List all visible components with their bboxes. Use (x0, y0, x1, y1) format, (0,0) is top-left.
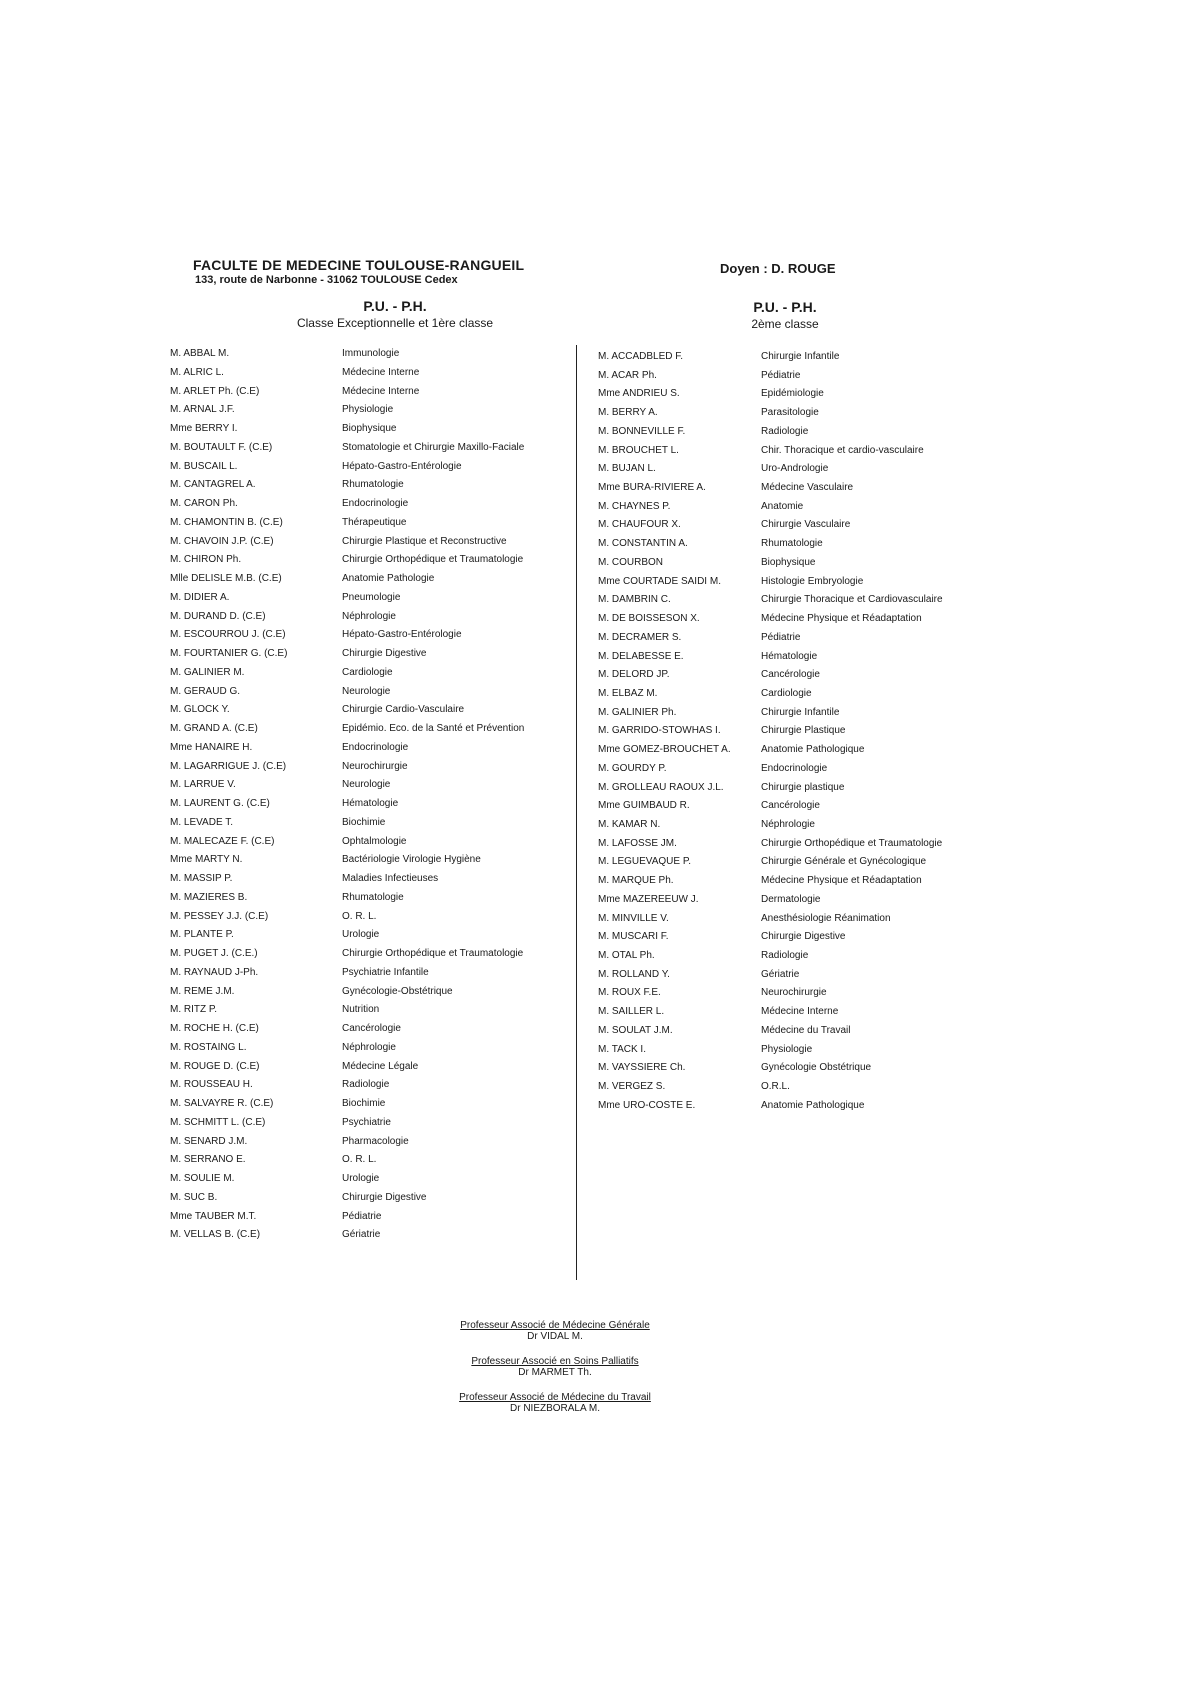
specialty: Maladies Infectieuses (342, 873, 439, 884)
professor-name: M. ROSTAING L. (170, 1041, 247, 1053)
professor-name: M. MARQUE Ph. (598, 875, 674, 887)
professor-name: M. GOURDY P. (598, 762, 667, 774)
doyen-label: Doyen : D. ROUGE (720, 261, 836, 276)
professor-name: Mme GUIMBAUD R. (598, 800, 690, 812)
professor-name: M. SAILLER L. (598, 1006, 665, 1018)
associate-professor (430, 1392, 680, 1414)
specialty: Anesthésiologie Réanimation (761, 912, 891, 924)
specialty: Urologie (342, 929, 380, 941)
specialty: Chirurgie Cardio-Vasculaire (342, 704, 465, 716)
specialty: Cancérologie (761, 800, 820, 812)
specialty: Rhumatologie (761, 538, 823, 550)
professor-name: M. VAYSSIERE Ch. (598, 1062, 686, 1074)
faculty-address: 133, route de Narbonne - 31062 TOULOUSE Cedex (195, 274, 458, 286)
professor-name: M. CONSTANTIN A. (598, 538, 688, 550)
specialty: Médecine Interne (342, 385, 420, 397)
specialty: Anatomie Pathologique (761, 744, 865, 756)
specialty: Médecine Physique et Réadaptation (761, 613, 922, 625)
professor-name: M. ARLET Ph. (C.E) (170, 385, 260, 397)
professor-name: M. RITZ P. (170, 1004, 218, 1016)
professor-name: Mme TAUBER M.T. (170, 1210, 257, 1222)
professor-name: M. FOURTANIER G. (C.E) (170, 648, 288, 659)
professor-name: Mme URO-COSTE E. (598, 1099, 696, 1111)
professor-name: M. CHAYNES P. (598, 500, 671, 512)
specialty: Gynécologie Obstétrique (761, 1062, 872, 1074)
professor-name: M. GERAUD G. (170, 685, 241, 697)
professor-name: M. BROUCHET L. (598, 444, 679, 456)
professor-name: M. DURAND D. (C.E) (170, 610, 266, 622)
specialty: Médecine Vasculaire (761, 482, 854, 494)
specialty: Physiologie (342, 404, 394, 416)
faculty-name: FACULTE DE MEDECINE TOULOUSE-RANGUEIL (193, 257, 525, 273)
specialty: Uro-Andrologie (761, 463, 829, 475)
professor-name: M. LAGARRIGUE J. (C.E) (170, 760, 287, 772)
right-section-title: P.U. - P.H. (753, 299, 817, 315)
specialty: Néphrologie (342, 1041, 396, 1053)
specialty: Chirurgie Digestive (342, 648, 427, 659)
faculty-header (193, 257, 524, 286)
specialty: Immunologie (342, 348, 400, 359)
professor-name: M. ELBAZ M. (598, 687, 658, 699)
associate-name: Dr NIEZBORALA M. (509, 1403, 600, 1414)
specialty: Gynécologie-Obstétrique (342, 985, 453, 997)
professor-name: M. PUGET J. (C.E.) (170, 948, 258, 959)
professor-name: M. ACCADBLED F. (598, 351, 684, 362)
professor-name: M. PLANTE P. (170, 929, 234, 941)
professor-name: M. DIDIER A. (170, 591, 230, 603)
specialty: Gériatrie (761, 968, 800, 980)
professor-name: M. GRAND A. (C.E) (170, 723, 258, 734)
specialty: Chirurgie Vasculaire (761, 519, 851, 531)
professor-name: M. DELORD JP. (598, 669, 670, 681)
specialty: Chir. Thoracique et cardio-vasculaire (761, 444, 924, 456)
specialty: Urologie (342, 1173, 380, 1184)
professor-name: M. CANTAGREL A. (170, 479, 256, 491)
professor-name: M. DAMBRIN C. (598, 594, 671, 606)
professor-name: M. ALRIC L. (170, 366, 224, 378)
professor-name: M. LEGUEVAQUE P. (598, 856, 691, 868)
specialty: Hématologie (761, 650, 818, 662)
professor-name: M. LAURENT G. (C.E) (170, 798, 270, 809)
specialty: Chirurgie Thoracique et Cardiovasculaire (761, 594, 943, 606)
professor-name: M. MINVILLE V. (598, 912, 669, 924)
specialty: Chirurgie Générale et Gynécologique (761, 856, 927, 868)
specialty: Cancérologie (761, 669, 820, 681)
professor-name: M. DECRAMER S. (598, 631, 682, 643)
professor-name: M. GROLLEAU RAOUX J.L. (598, 781, 724, 793)
professor-name: Mme ANDRIEU S. (598, 388, 680, 400)
specialty: Radiologie (761, 950, 809, 962)
professor-name: M. BERRY A. (598, 407, 658, 419)
associate-professor (430, 1320, 680, 1342)
professor-name: M. MUSCARI F. (598, 931, 669, 943)
professor-name: M. CHAVOIN J.P. (C.E) (170, 535, 274, 547)
professor-name: M. GALINIER M. (170, 666, 245, 678)
specialty: Anatomie (761, 500, 804, 512)
professor-name: M. ROUX F.E. (598, 987, 661, 999)
professor-name: Mme COURTADE SAIDI M. (598, 575, 721, 587)
specialty: Chirurgie Plastique et Reconstructive (342, 535, 507, 547)
specialty: Chirurgie Plastique (761, 725, 846, 737)
left-section-subtitle: Classe Exceptionnelle et 1ère classe (296, 316, 494, 330)
specialty: Hématologie (342, 798, 399, 809)
specialty: Chirurgie Orthopédique et Traumatologie (342, 554, 524, 566)
associate-professor (430, 1356, 680, 1378)
professor-name: M. GALINIER Ph. (598, 706, 677, 718)
associate-title: Professeur Associé en Soins Palliatifs (471, 1356, 639, 1367)
specialty: Biochimie (342, 816, 386, 828)
professor-name: M. PESSEY J.J. (C.E) (170, 910, 269, 922)
specialty: Endocrinologie (342, 741, 409, 753)
specialty: Chirurgie Infantile (761, 351, 840, 362)
specialty: Rhumatologie (342, 891, 404, 903)
professor-name: M. VERGEZ S. (598, 1081, 666, 1093)
professor-name: Mme MAZEREEUW J. (598, 893, 699, 905)
right-section-heading (720, 299, 850, 331)
professor-name: M. REME J.M. (170, 985, 235, 997)
specialty: Pédiatrie (342, 1210, 382, 1222)
specialty: Hépato-Gastro-Entérologie (342, 460, 462, 472)
professor-name: Mme GOMEZ-BROUCHET A. (598, 744, 731, 756)
professor-name: M. SERRANO E. (170, 1154, 246, 1166)
right-section-subtitle: 2ème classe (751, 317, 819, 331)
specialty: Ophtalmologie (342, 835, 407, 847)
associate-name: Dr MARMET Th. (518, 1367, 592, 1378)
professor-name: M. ARNAL J.F. (170, 404, 235, 416)
professor-name: M. BONNEVILLE F. (598, 425, 686, 437)
specialty: Médecine Physique et Réadaptation (761, 875, 922, 887)
professor-name: M. SALVAYRE R. (C.E) (170, 1098, 274, 1109)
specialty: Epidémiologie (761, 388, 824, 400)
specialty: Pneumologie (342, 591, 401, 603)
professor-name: M. CARON Ph. (170, 498, 238, 509)
specialty: O. R. L. (342, 910, 377, 922)
professor-name: M. SENARD J.M. (170, 1135, 248, 1147)
professor-name: Mme BERRY I. (170, 423, 238, 434)
specialty: O. R. L. (342, 1154, 377, 1166)
specialty: Médecine Légale (342, 1060, 419, 1072)
professor-name: M. ABBAL M. (170, 348, 230, 359)
professor-name: M. ROLLAND Y. (598, 968, 670, 980)
professor-name: M. DELABESSE E. (598, 650, 684, 662)
specialty: Thérapeutique (342, 516, 407, 528)
specialty: Médecine Interne (342, 366, 420, 378)
professor-name: M. COURBON (598, 556, 663, 568)
specialty: Chirurgie Digestive (761, 931, 846, 943)
specialty: Anatomie Pathologique (761, 1099, 865, 1111)
professor-name: M. MALECAZE F. (C.E) (170, 835, 275, 847)
professor-name: M. ROCHE H. (C.E) (170, 1023, 259, 1034)
specialty: Chirurgie Orthopédique et Traumatologie (342, 948, 524, 959)
associate-name: Dr VIDAL M. (527, 1331, 583, 1342)
column-divider (576, 345, 577, 1280)
professor-name: M. BUJAN L. (598, 463, 656, 475)
professor-name: M. LAFOSSE JM. (598, 837, 677, 849)
professor-name: M. LARRUE V. (170, 779, 236, 791)
specialty: Rhumatologie (342, 479, 404, 491)
specialty: Pédiatrie (761, 631, 801, 643)
specialty: Cardiologie (761, 687, 812, 699)
specialty: Cancérologie (342, 1023, 401, 1034)
specialty: Psychiatrie Infantile (342, 966, 429, 978)
professor-name: M. SOULIE M. (170, 1173, 235, 1184)
professor-name: M. BOUTAULT F. (C.E) (170, 441, 273, 453)
specialty: Chirurgie plastique (761, 781, 845, 793)
professor-name: M. BUSCAIL L. (170, 460, 238, 472)
associate-title: Professeur Associé de Médecine Générale (460, 1320, 650, 1331)
professor-name: M. LEVADE T. (170, 816, 233, 828)
specialty: Radiologie (761, 425, 809, 437)
specialty: Néphrologie (342, 610, 396, 622)
specialty: Histologie Embryologie (761, 575, 864, 587)
specialty: Nutrition (342, 1004, 380, 1016)
specialty: Cardiologie (342, 666, 393, 678)
professor-name: M. TACK I. (598, 1043, 646, 1055)
specialty: Pharmacologie (342, 1135, 409, 1147)
specialty: Chirurgie Infantile (761, 706, 840, 718)
specialty: Endocrinologie (342, 498, 409, 509)
left-section-title: P.U. - P.H. (363, 298, 427, 314)
professor-name: Mme BURA-RIVIERE A. (598, 482, 706, 494)
associate-title: Professeur Associé de Médecine du Travail (459, 1392, 651, 1403)
professor-name: M. DE BOISSESON X. (598, 613, 700, 625)
specialty: Stomatologie et Chirurgie Maxillo-Faciale (342, 441, 525, 453)
professor-name: M. GLOCK Y. (170, 704, 230, 716)
specialty: O.R.L. (761, 1081, 790, 1093)
specialty: Biophysique (761, 556, 816, 568)
professor-name: M. CHAMONTIN B. (C.E) (170, 516, 283, 528)
professor-name: M. ROUSSEAU H. (170, 1079, 253, 1091)
professor-name: M. SOULAT J.M. (598, 1024, 673, 1036)
left-section-heading (270, 298, 520, 330)
professor-name: M. OTAL Ph. (598, 950, 655, 962)
professor-name: M. SCHMITT L. (C.E) (170, 1116, 266, 1128)
professor-name: M. ACAR Ph. (598, 369, 657, 381)
professor-name: Mme HANAIRE H. (170, 741, 253, 753)
professor-name: Mlle DELISLE M.B. (C.E) (170, 573, 282, 584)
professor-name: M. CHIRON Ph. (170, 554, 242, 566)
specialty: Biochimie (342, 1098, 386, 1109)
specialty: Neurologie (342, 779, 391, 791)
professor-name: M. SUC B. (170, 1191, 218, 1203)
specialty: Bactériologie Virologie Hygiène (342, 854, 481, 866)
professor-name: M. KAMAR N. (598, 819, 661, 830)
professor-name: M. ROUGE D. (C.E) (170, 1060, 260, 1072)
specialty: Dermatologie (761, 893, 821, 905)
specialty: Médecine Interne (761, 1006, 839, 1018)
specialty: Anatomie Pathologie (342, 573, 435, 584)
specialty: Biophysique (342, 423, 397, 434)
specialty: Hépato-Gastro-Entérologie (342, 629, 462, 641)
specialty: Chirurgie Orthopédique et Traumatologie (761, 837, 943, 849)
specialty: Epidémio. Eco. de la Santé et Prévention (342, 723, 525, 734)
professor-name: M. ESCOURROU J. (C.E) (170, 629, 286, 641)
specialty: Médecine du Travail (761, 1024, 851, 1036)
specialty: Psychiatrie (342, 1116, 391, 1128)
specialty: Néphrologie (761, 819, 815, 830)
specialty: Endocrinologie (761, 762, 828, 774)
associate-professors (430, 1320, 680, 1428)
specialty: Pédiatrie (761, 369, 801, 381)
professor-name: M. MASSIP P. (170, 873, 233, 884)
specialty: Neurochirurgie (761, 987, 827, 999)
professor-name: M. MAZIERES B. (170, 891, 248, 903)
professor-name: M. VELLAS B. (C.E) (170, 1229, 261, 1241)
professor-name: M. CHAUFOUR X. (598, 519, 681, 531)
specialty: Radiologie (342, 1079, 390, 1091)
specialty: Neurochirurgie (342, 760, 408, 772)
specialty: Neurologie (342, 685, 391, 697)
professor-name: M. RAYNAUD J-Ph. (170, 966, 259, 978)
specialty: Physiologie (761, 1043, 813, 1055)
professor-name: M. GARRIDO-STOWHAS I. (598, 725, 721, 737)
specialty: Chirurgie Digestive (342, 1191, 427, 1203)
specialty: Parasitologie (761, 407, 819, 419)
professor-name: Mme MARTY N. (170, 854, 243, 866)
specialty: Gériatrie (342, 1229, 381, 1241)
